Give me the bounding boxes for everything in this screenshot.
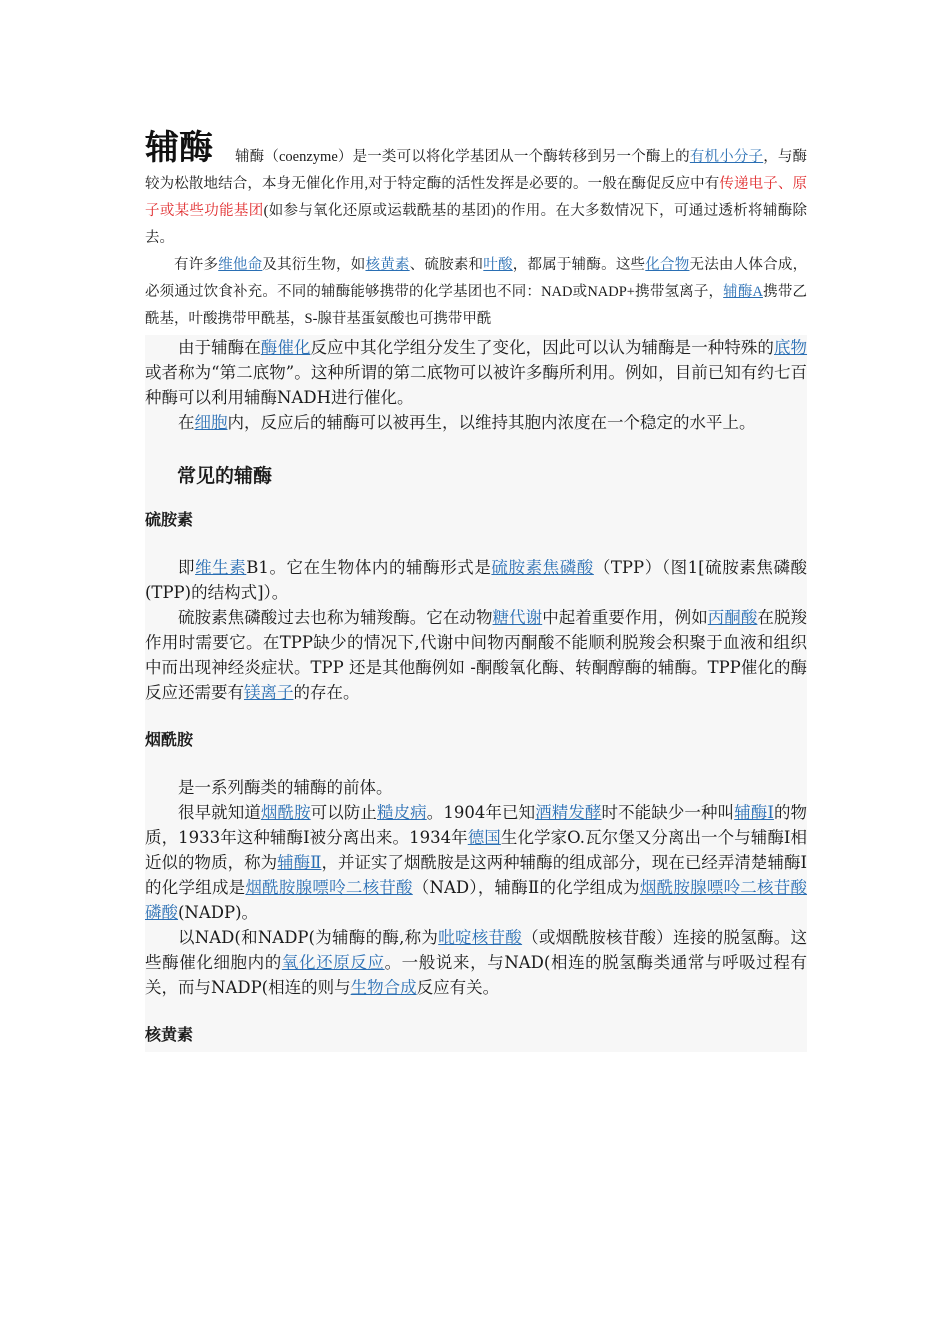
paragraph-catalysis [145,335,807,410]
text: 、硫胺素和 [409,257,484,273]
text: 有许多 [174,257,219,273]
link-niacinamide[interactable]: 烟酰胺 [260,803,311,822]
text: 很早就知道 [178,803,261,822]
link-substrate[interactable]: 底物 [773,338,808,357]
paragraph-niacinamide-1: 是一系列酶类的辅酶的前体。 [178,778,393,797]
link-riboflavin[interactable]: 核黄素 [365,257,410,273]
text: 反应有关。 [416,978,500,997]
text: 。一般说来，与NAD(相连的脱氢酶类通常与呼吸过程有关，而与NADP(相连的则与 [145,953,808,997]
text: ，并证实了烟酰胺是这两种辅酶的组成部分，现在已经弄清楚辅酶Ⅰ的化学组成是 [145,853,807,897]
link-pyridine-nucleotide[interactable]: 吡啶核苷酸 [438,928,523,947]
text: ，都属于辅酶。这些 [512,257,646,273]
text: 或者称为“第二底物”。这种所谓的第二底物可以被许多酶所利用。例如，目前已知有约七百种酶可以利用辅酶NADH进行催化。 [145,363,807,407]
link-biosynthesis[interactable]: 生物合成 [350,978,417,997]
link-alcohol-fermentation[interactable]: 酒精发酵 [535,803,602,822]
link-vitamin-b[interactable]: 维生素 [195,558,247,577]
text: 在脱羧作用时需要它。在TPP缺少的情况下,代谢中间物丙酮酸不能顺利脱羧会积聚于血液和组织中而出现神经炎症状。TPP 还是其他酶例如 -酮酸氧化酶、转酮醇酶的辅酶。TPP催化的酶反应还需要有 [145,608,808,702]
paragraph-thiamine-1 [145,555,807,605]
text: B1。它在生物体内的辅酶形式是 [246,558,492,577]
text: 生化学家O.瓦尔堡又分离出一个与辅酶Ⅰ相近似的物质，称为 [145,828,808,872]
link-coenzyme-ii[interactable]: 辅酶Ⅱ [277,853,322,872]
text: 以NAD(和NADP(为辅酶的酶,称为 [178,928,439,947]
paragraph-niacinamide-3 [145,925,807,1000]
text: 辅酶（coenzyme）是一类可以将化学基团从一个酶转移到另一个酶上的 [235,149,690,165]
link-enzyme-catalysis[interactable]: 酶催化 [260,338,311,357]
highlighted-text: 传递电子、原子或某些功能基团 [145,176,807,219]
intro-paragraph-1 [145,128,807,252]
link-germany[interactable]: 德国 [467,828,501,847]
text: 可以防止 [310,803,378,822]
intro-paragraph-2 [145,252,807,333]
paragraph-niacinamide-2 [145,800,807,925]
link-coenzyme-i[interactable]: 辅酶Ⅰ [734,803,774,822]
text: 反应中其化学组分发生了变化，因此可以认为辅酶是一种特殊的 [310,338,774,357]
link-pyruvate[interactable]: 丙酮酸 [707,608,758,627]
text: 即 [178,558,196,577]
text: （或烟酰胺核苷酸）连接的脱氢酶。这些酶催化细胞内的 [145,928,808,972]
link-nad[interactable]: 烟酰胺腺嘌呤二核苷酸 [245,878,413,897]
link-cell[interactable]: 细胞 [194,413,228,432]
heading-niacinamide: 烟酰胺 [145,730,194,749]
link-tpp[interactable]: 硫胺素焦磷酸 [491,558,594,577]
text: (如参与氧化还原或运载酰基的基团)的作用。在大多数情况下，可通过透析将辅酶除去。 [145,203,808,246]
link-pellagra[interactable]: 糙皮病 [377,803,427,822]
link-sugar-metabolism[interactable]: 糖代谢 [492,608,543,627]
text: （TPP）（图1[硫胺素焦磷酸(TPP)的结构式]）。 [145,558,808,602]
link-folic-acid[interactable]: 叶酸 [483,257,513,273]
intro-section [145,128,807,333]
paragraph-thiamine-2 [145,605,807,705]
text: (NADP)。 [178,903,259,922]
paragraph-regeneration [145,410,807,435]
text: 内，反应后的辅酶可以被再生，以维持其胞内浓度在一个稳定的水平上。 [227,413,756,432]
text: 及其衍生物，如 [262,257,366,273]
page-title: 辅酶 [145,128,213,168]
text: 的存在。 [293,683,360,702]
text: 在 [178,413,195,432]
heading-thiamine: 硫胺素 [145,510,194,529]
section-title: 常见的辅酶 [177,465,273,487]
heading-riboflavin: 核黄素 [145,1025,194,1044]
text: 时不能缺少一种叫 [601,803,735,822]
text: 无法由人体合成，必须通过饮食补充。不同的辅酶能够携带的化学基团也不同：NAD或NADP+携带氢离子， [145,257,808,300]
link-organic-small-molecule[interactable]: 有机小分子 [689,149,764,165]
link-nadp[interactable]: 烟酰胺腺嘌呤二核苷酸磷酸 [145,878,808,922]
text: 的物质，1933年这种辅酶Ⅰ被分离出来。1934年 [145,803,808,847]
link-coenzyme-a[interactable]: 辅酶A [723,284,763,300]
link-compound[interactable]: 化合物 [645,257,690,273]
text: （NAD），辅酶Ⅱ的化学组成为 [412,878,640,897]
text: 。1904年已知 [426,803,536,822]
text: 硫胺素焦磷酸过去也称为辅羧酶。它在动物 [178,608,493,627]
link-redox-reaction[interactable]: 氧化还原反应 [281,953,385,972]
text: ，与酶较为松散地结合，本身无催化作用,对于特定酶的活性发挥是必要的。一般在酶促反应中有 [145,149,808,192]
text: 中起着重要作用，例如 [542,608,708,627]
text: 携带乙酰基，叶酸携带甲酰基，S-腺苷基蛋氨酸也可携带甲酰 [145,284,807,327]
main-content [145,335,807,1052]
link-magnesium-ion[interactable]: 镁离子 [244,683,294,702]
text: 由于辅酶在 [178,338,261,357]
document-page [145,128,807,1052]
link-vitamin[interactable]: 维他命 [218,257,263,273]
